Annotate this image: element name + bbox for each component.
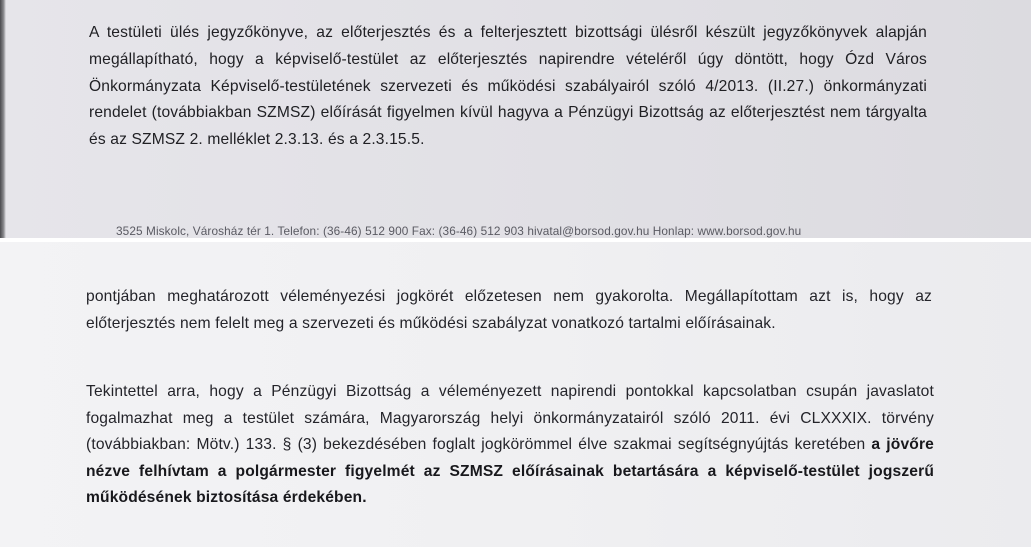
document-photo-top (0, 0, 1031, 238)
document-paragraph (86, 379, 934, 512)
document-paragraph: A testületi ülés jegyzőkönyve, az előterjesztés és a felterjesztett bizottsági ülésről készült jegyzőkönyvek alapján megállapítható, hogy a képviselő-testület az előterjesztés napirendre vételéről úgy döntött, hogy Ózd Város Önkormányzata Képviselő-testületének szervezeti és működési szabályairól szóló 4/2013. (II.27.) önkormányzati rendelet (továbbiakban SZMSZ) előírását figyelmen kívül hagyva a Pénzügyi Bizottság az előterjesztést nem tárgyalta és az SZMSZ 2. melléklet 2.3.13. és a 2.3.15.5. (89, 24, 927, 149)
document-photo-bottom (0, 242, 1031, 547)
letterhead-footer: 3525 Miskolc, Városház tér 1. Telefon: (36-46) 512 900 Fax: (36-46) 512 903 hivatal@borsod.gov.hu Honlap: www.borsod.gov.hu (116, 224, 802, 238)
emphasized-text: a jövőre nézve felhívtam a polgármester figyelmét az SZMSZ előírásainak betartására a képviselő-testület jogszerű működésének biztosítása érdekében. (86, 436, 934, 507)
document-paragraph: pontjában meghatározott véleményezési jogkörét előzetesen nem gyakorolta. Megállapítottam azt is, hogy az előterjesztés nem felelt meg a szervezeti és működési szabályzat vonatkozó tartalmi előírásainak. (86, 288, 932, 332)
paragraph-text: Tekintettel arra, hogy a Pénzügyi Bizottság a véleményezett napirendi pontokkal kapcsolatban csupán javaslatot fogalmazhat meg a testület számára, Magyarország helyi önkormányzatairól szóló 2011. évi CLXXXIX. törvény (továbbiakban: Mötv.) 133. § (3) bekezdésében foglalt jogkörömmel élve szakmai segítségnyújtás keretében (86, 383, 934, 454)
